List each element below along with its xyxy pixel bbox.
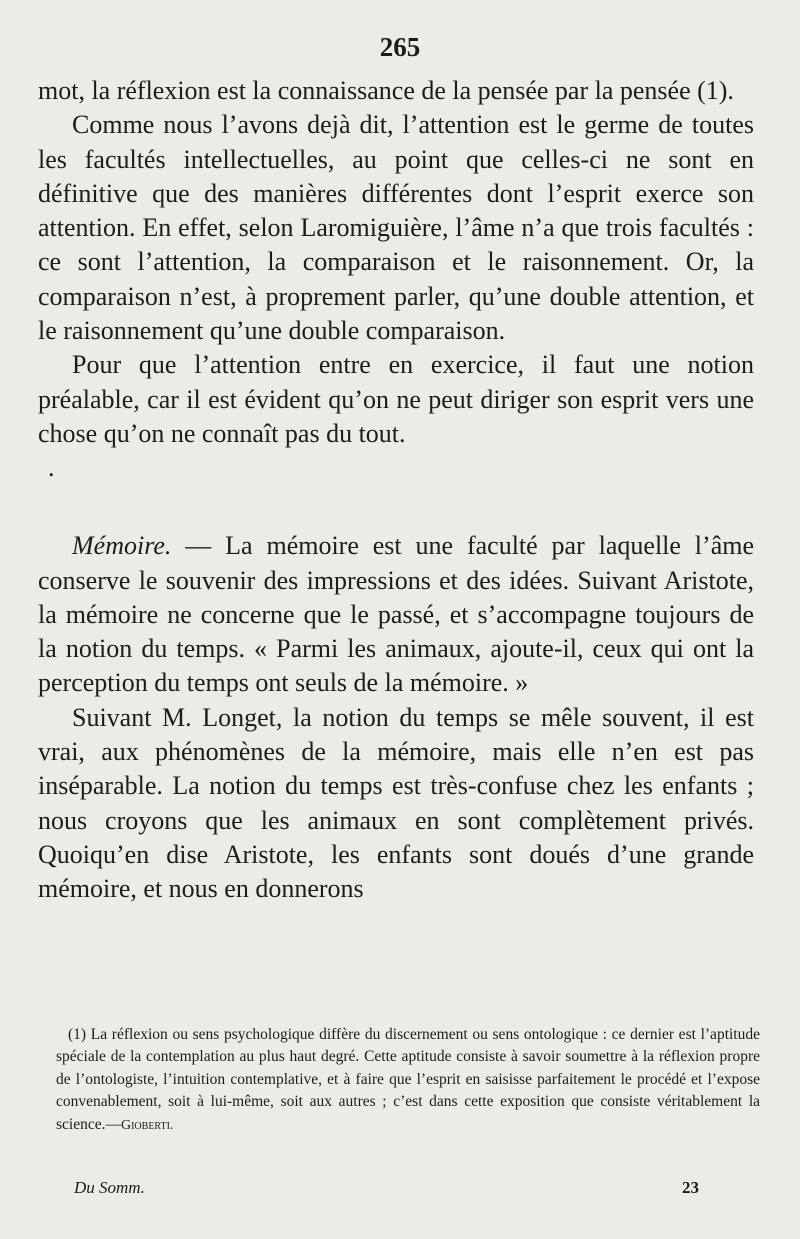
sheet-number: 23 <box>682 1178 699 1197</box>
footnote-author: Gioberti. <box>120 1117 174 1133</box>
paragraph-longet: Suivant M. Longet, la notion du temps se mêle souvent, il est vrai, aux phénomènes de la mémoire, mais elle n’en est pas inséparable. La notion du temps est très-confuse chez les enfants ; nous croyons que les animaux en sont complètement privés. Quoiqu’en dise Aristote, les enfants sont doués d’une grande mémoire, et nous en donnerons <box>38 702 754 904</box>
footnotes <box>56 1024 760 1137</box>
paragraph-attention: Comme nous l’avons dejà dit, l’attention est le germe de toutes les facultés intellectuelles, au point que celles-ci ne sont en définitive que des manières différentes dont l’esprit exerce son attention. En effet, selon Laromiguière, l’âme n’a que trois facultés : ce sont l’attention, la comparaison et le raisonnement. Or, la comparaison n’est, à proprement parler, qu’une double attention, et le raisonnement qu’une double comparaison. <box>38 110 754 346</box>
paragraph-notion: Pour que l’attention entre en exercice, il faut une notion préalable, car il est évident qu’on ne peut diriger son esprit vers une chose qu’on ne connaît pas du tout. <box>38 350 754 448</box>
signature-mark: Du Somm. <box>74 1178 145 1197</box>
stray-mark: . <box>48 453 55 483</box>
footnote-text: (1) La réflexion ou sens psychologique diffère du discernement ou sens ontologique : ce dernier est l’aptitude spéciale de la contemplation au plus haut degré. Cette aptitude consiste à savoir soumettre à la réflexion propre de l’ontologiste, l’intuition contemplative, et à faire que l’esprit en saisisse parfaitement le procédé et l’expose convenablement, soit à lui-même, soit aux autres ; c’est dans cette exposition que consiste véritablement la science.— <box>56 1026 760 1133</box>
main-text <box>38 74 754 907</box>
footnote-1 <box>56 1024 760 1137</box>
page-number: 265 <box>379 32 421 62</box>
paragraph-memoire <box>38 529 754 700</box>
section-title: Mémoire. <box>72 531 172 561</box>
section-text: — La mémoire est une faculté par laquelle l’âme conserve le souvenir des impressions et des idées. Suivant Aristote, la mémoire ne concerne que le passé, et s’accompagne toujours de la notion du temps. « Parmi les animaux, ajoute-il, ceux qui ont la perception du temps ont seuls de la mémoire. » <box>38 531 754 698</box>
paragraph-continuation: mot, la réflexion est la connaissance de la pensée par la pensée (1). <box>38 76 734 105</box>
